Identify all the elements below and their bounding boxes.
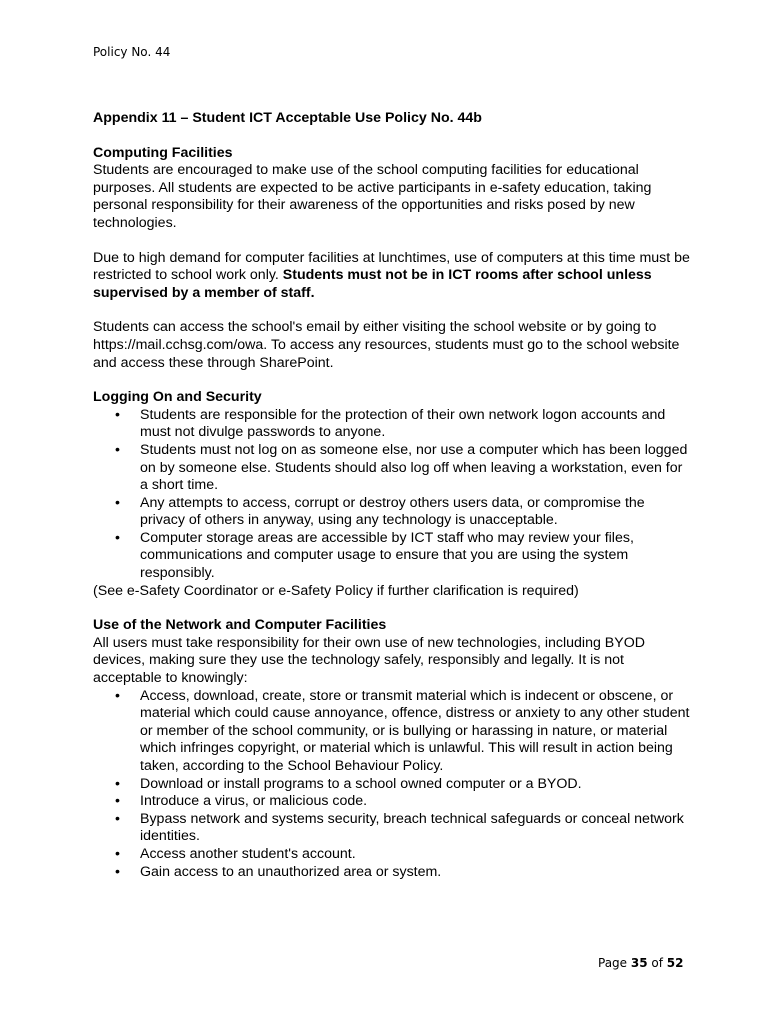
list-item: • Gain access to an unauthorized area or system.	[93, 864, 693, 882]
page-label: Page	[598, 956, 631, 970]
section-heading-computing: Computing Facilities	[93, 144, 233, 161]
document-body	[93, 110, 693, 881]
computing-paragraph-3: Students can access the school's email by either visiting the school website or by going to https://mail.cchsg.com/owa. To access any resources, students must go to the school website and access these through SharePoint.	[93, 319, 680, 371]
section-heading-network: Use of the Network and Computer Facilities	[93, 617, 387, 634]
list-item: • Introduce a virus, or malicious code.	[93, 793, 693, 811]
document-title: Appendix 11 – Student ICT Acceptable Use Policy No. 44b	[93, 110, 482, 126]
section-heading-logging: Logging On and Security	[93, 389, 262, 406]
page-of-label: of	[647, 956, 667, 970]
list-item: • Any attempts to access, corrupt or destroy others users data, or compromise the privacy of others in anyway, using any technology is unacceptable.	[93, 495, 693, 530]
computing-paragraph-2-bold: Students must not be in ICT rooms after school unless supervised by a member of staff.	[93, 267, 652, 301]
list-item: • Students are responsible for the protection of their own network logon accounts and must not divulge passwords to anyone.	[93, 407, 693, 442]
list-item: • Download or install programs to a school owned computer or a BYOD.	[93, 776, 693, 794]
list-item: • Access another student's account.	[93, 846, 693, 864]
page-footer	[598, 956, 683, 970]
logging-note: (See e-Safety Coordinator or e-Safety Policy if further clarification is required)	[93, 582, 579, 599]
network-intro: All users must take responsibility for their own use of new technologies, including BYOD devices, making sure they use the technology safely, responsibly and legally. It is not acceptable to knowingly:	[93, 634, 646, 687]
computing-paragraph-2	[93, 250, 693, 303]
network-list	[93, 688, 693, 882]
list-item: • Computer storage areas are accessible by ICT staff who may review your files, communications and computer usage to ensure that you are using the system responsibly.	[93, 530, 693, 583]
list-item: • Bypass network and systems security, breach technical safeguards or conceal network identities.	[93, 811, 693, 846]
list-item: • Students must not log on as someone else, nor use a computer which has been logged on by someone else. Students should also log off when leaving a workstation, even for a short time.	[93, 442, 693, 495]
page-total: 52	[666, 956, 684, 970]
list-item: • Access, download, create, store or transmit material which is indecent or obscene, or material which could cause annoyance, offence, distress or anxiety to any other student or member of the school community, or is bullying or harassing in nature, or material which infringes copyright, or material which is unlawful. This will result in action being taken, according to the School Behaviour Policy.	[93, 688, 693, 776]
computing-paragraph-2-text: Due to high demand for computer facilities at lunchtimes, use of computers at this time must be restricted to school work only.	[93, 249, 690, 284]
page-current: 35	[630, 956, 648, 970]
page-header: Policy No. 44	[93, 45, 171, 59]
computing-paragraph-1: Students are encouraged to make use of the school computing facilities for educational purposes. All students are expected to be active participants in e-safety education, taking personal responsibility for their awareness of the opportunities and risks posed by new technologies.	[93, 162, 652, 231]
logging-list	[93, 407, 693, 583]
